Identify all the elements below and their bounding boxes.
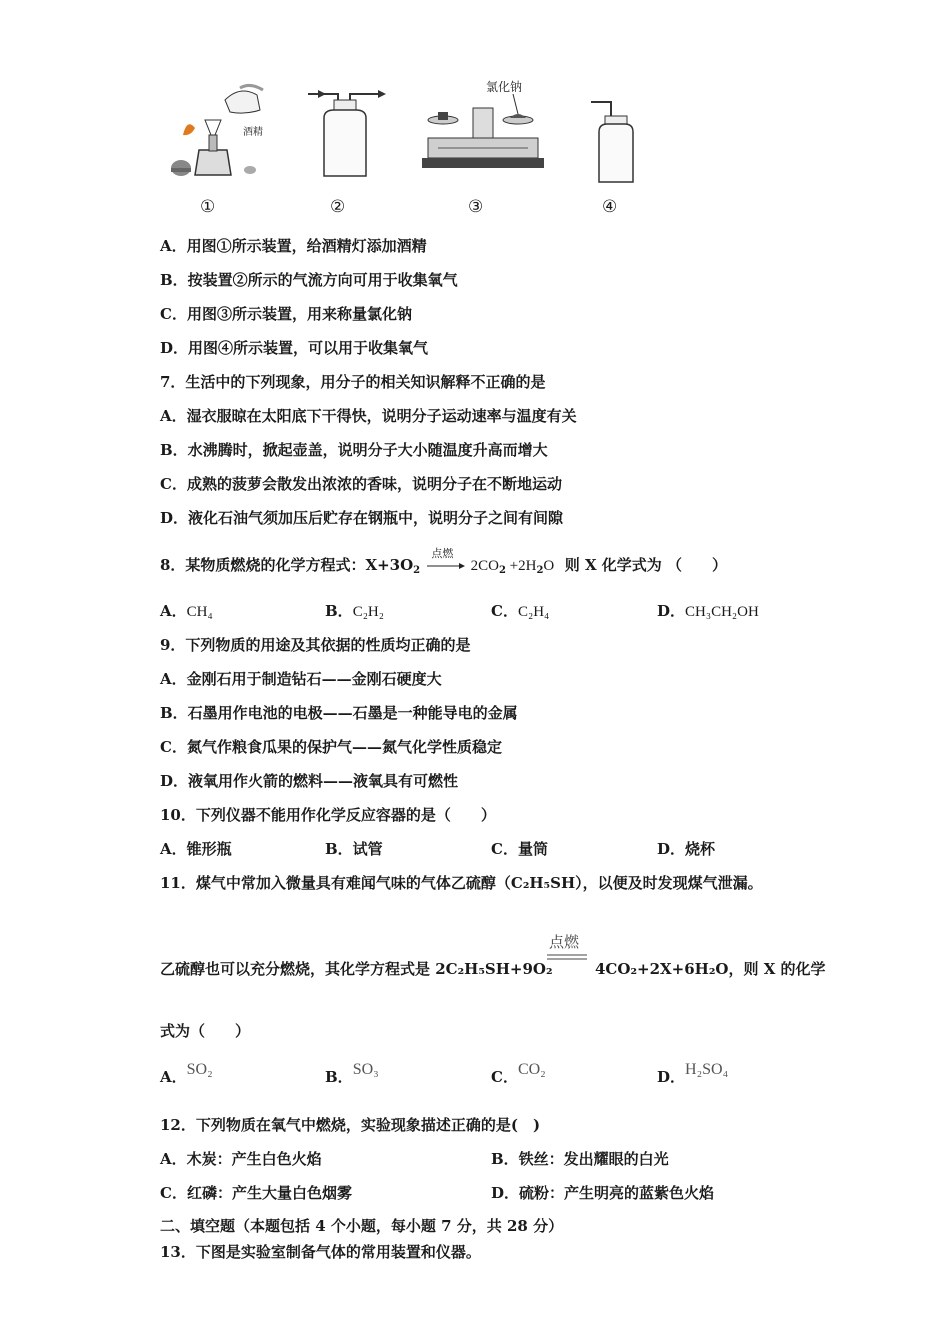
alcohol-label: 酒精 [243, 127, 263, 138]
figure-1-alcohol-lamp [165, 80, 280, 185]
q6-option-c: C．用图③所示装置，用来称量氯化钠 [160, 305, 412, 323]
q9-option-a: A．金刚石用于制造钻石——金刚石硬度大 [160, 670, 442, 688]
q8-stem-start: 8．某物质燃烧的化学方程式：X+3O [160, 556, 414, 574]
q6-option-b: B．按装置②所示的气流方向可用于收集氧气 [160, 271, 458, 289]
nacl-label: 氯化钠 [486, 80, 523, 94]
q9-option-d: D．液氧用作火箭的燃料——液氧具有可燃性 [160, 772, 459, 790]
figure-3-balance [418, 78, 548, 183]
figure-4-collection-bottle [585, 96, 645, 186]
q6-option-d: D．用图④所示装置，可以用于收集氧气 [160, 339, 429, 357]
q8-stem-end: 则 X 化学式为 （ ） [564, 556, 728, 574]
q13-stem: 13．下图是实验室制备气体的常用装置和仪器。 [160, 1243, 481, 1261]
q8-reaction-arrow [425, 547, 465, 576]
q11-option-c: C．CO₂ [491, 1061, 546, 1086]
q8-product-co2: 2CO [470, 558, 499, 574]
q10-option-a: A．锥形瓶 [160, 840, 232, 858]
q10-option-c: C．量筒 [491, 840, 548, 858]
figure-label-1: ① [200, 197, 216, 217]
figure-label-2: ② [330, 197, 346, 217]
q12-option-b: B．铁丝：发出耀眼的白光 [491, 1150, 669, 1168]
q8-stem [160, 547, 728, 581]
q8-option-d: D．CH₃CH₂OH [657, 602, 759, 620]
q10-option-d: D．烧杯 [657, 840, 716, 858]
q11-option-b: B．SO₃ [325, 1061, 379, 1086]
q7-stem: 7．生活中的下列现象，用分子的相关知识解释不正确的是 [160, 373, 546, 391]
q12-option-d: D．硫粉：产生明亮的蓝紫色火焰 [491, 1184, 715, 1202]
q8-arrow-label: 点燃 [431, 547, 454, 560]
q8-option-a: A．CH₄ [160, 602, 213, 620]
q9-option-c: C．氮气作粮食瓜果的保护气——氮气化学性质稳定 [160, 738, 502, 756]
q8-o2-subscript: 2 [413, 565, 421, 576]
arrow-icon [425, 556, 465, 576]
q11-stem-line1: 11．煤气中常加入微量具有难闻气味的气体乙硫醇（C₂H₅SH），以便及时发现煤气泄漏。 [160, 874, 763, 892]
q10-stem: 10．下列仪器不能用作化学反应容器的是（ ） [160, 806, 496, 824]
q11-stem-line2-end: 4CO₂+2X+6H₂O，则 X 的化学 [595, 960, 826, 978]
q10-option-b: B．试管 [325, 840, 383, 858]
q11-stem-line2-start: 乙硫醇也可以充分燃烧，其化学方程式是 2C₂H₅SH+9O₂ [160, 960, 553, 978]
q12-option-a: A．木炭：产生白色火焰 [160, 1150, 322, 1168]
q8-product-h2o: +2H [505, 558, 537, 574]
q9-option-b: B．石墨用作电池的电极——石墨是一种能导电的金属 [160, 704, 518, 722]
q11-option-d: D．H₂SO₄ [657, 1061, 729, 1086]
q6-option-a: A．用图①所示装置，给酒精灯添加酒精 [160, 237, 427, 255]
q8-h2o-subscript: 2 [536, 565, 544, 576]
q7-option-a: A．湿衣服晾在太阳底下干得快，说明分子运动速率与温度有关 [160, 407, 577, 425]
q11-equals-sign [547, 953, 587, 961]
q8-option-b: B．C₂H₂ [325, 602, 384, 620]
q8-option-c: C．C₂H₄ [491, 602, 550, 620]
figure-label-3: ③ [468, 197, 484, 217]
q12-stem: 12．下列物质在氧气中燃烧，实验现象描述正确的是( ) [160, 1116, 541, 1134]
q8-co2-subscript: 2 [498, 565, 506, 576]
q7-option-c: C．成熟的菠萝会散发出浓浓的香味，说明分子在不断地运动 [160, 475, 562, 493]
q9-stem: 9．下列物质的用途及其依据的性质均正确的是 [160, 636, 471, 654]
q11-stem-line3: 式为（ ） [160, 1022, 251, 1040]
q7-option-b: B．水沸腾时，掀起壶盖，说明分子大小随温度升高而增大 [160, 441, 548, 459]
section2-title: 二、填空题（本题包括 4 个小题，每小题 7 分，共 28 分） [160, 1217, 564, 1235]
figure-2-gas-bottle [300, 84, 390, 184]
q12-option-c: C．红磷：产生大量白色烟雾 [160, 1184, 352, 1202]
q11-option-a: A．SO₂ [160, 1061, 213, 1086]
q7-option-d: D．液化石油气须加压后贮存在钢瓶中，说明分子之间有间隙 [160, 509, 564, 527]
q8-product-h2o-end: O [543, 558, 555, 574]
figure-label-4: ④ [602, 197, 618, 217]
q11-condition: 点燃 [549, 933, 580, 951]
